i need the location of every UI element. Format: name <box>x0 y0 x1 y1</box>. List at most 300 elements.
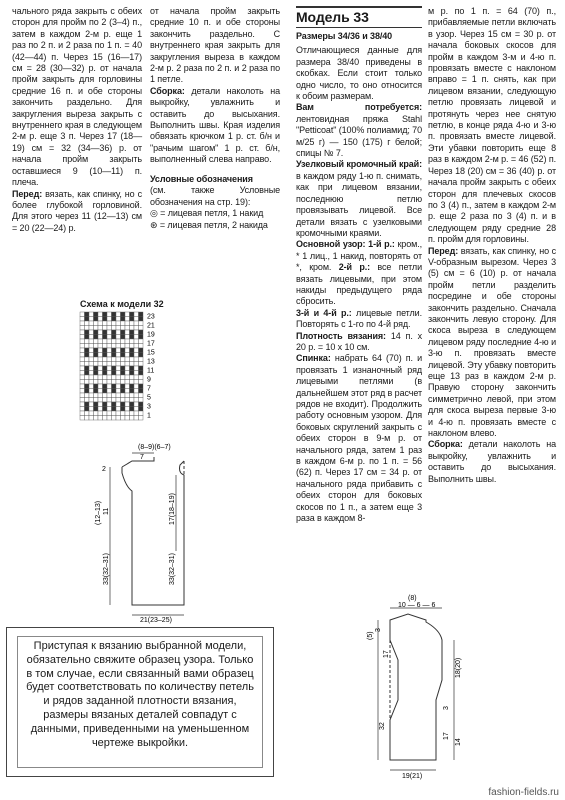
chart-cell <box>125 357 130 362</box>
chart-cell <box>98 344 103 349</box>
chart-cell <box>98 330 103 335</box>
chart-cell <box>80 362 85 367</box>
chart-cell <box>94 344 99 349</box>
chart-cell <box>121 416 126 421</box>
chart-cell <box>116 321 121 326</box>
chart-cell <box>98 317 103 322</box>
chart-cell <box>116 335 121 340</box>
chart-cell <box>94 321 99 326</box>
chart-cell <box>80 317 85 322</box>
chart-cell <box>85 389 90 394</box>
chart-cell <box>107 335 112 340</box>
density-paragraph <box>296 331 422 354</box>
chart-cell <box>116 402 121 407</box>
chart-cell <box>89 407 94 412</box>
chart-cell <box>89 321 94 326</box>
pattern-right-bottom-width: 19(21) <box>402 773 423 780</box>
chart-cell <box>125 407 130 412</box>
chart-cell <box>134 339 139 344</box>
pattern-left-top-dash: 7 <box>140 454 144 461</box>
chart-cell <box>134 411 139 416</box>
chart-cell <box>94 330 99 335</box>
chart-cell <box>121 357 126 362</box>
chart-cell <box>130 380 135 385</box>
chart-cell <box>98 371 103 376</box>
model-title: Модель 33 <box>296 9 369 25</box>
chart-cell <box>94 357 99 362</box>
chart-cell <box>130 330 135 335</box>
chart-cell <box>107 344 112 349</box>
chart-cell <box>139 375 144 380</box>
chart-cell <box>130 344 135 349</box>
text-column-1 <box>12 6 142 234</box>
chart-cell <box>80 339 85 344</box>
chart-cell <box>89 335 94 340</box>
chart-cell <box>85 366 90 371</box>
chart-cell <box>89 344 94 349</box>
front-text-2: вязать, как спинку, но с V-образным вырезом. Через 3 (5) см = 6 (10) р. от начала пройм петли разделить посредине и обе стороны закончить раздельно. Сначала закончить левую сторону. Для скоса выреза в следующем лицевом ряду последние 4-ю и 3-ю п. провязать вместе лицевой. Эту убавку повторить еще 13 раз в каждом 2-м р. Правую сторону закончить симметрично левой, при этом для скоса выреза первые 3-ю и 4-ю п. провязать вместе с наклоном влево. <box>428 245 556 439</box>
legend-text-2: = лицевая петля, 2 накида <box>157 220 268 231</box>
chart-cell <box>85 326 90 331</box>
chart-cell <box>139 348 144 353</box>
chart-row-number: 21 <box>147 322 155 330</box>
pattern-r34-text: лицевые петли. Повторять с 1-го по 4-й ряд. <box>296 307 422 330</box>
chart-cell <box>85 375 90 380</box>
chart-cell <box>112 407 117 412</box>
assembly-label: Сборка: <box>150 85 185 96</box>
chart-cell <box>80 380 85 385</box>
chart-cell <box>125 326 130 331</box>
chart-cell <box>112 402 117 407</box>
chart-cell <box>121 371 126 376</box>
front-paragraph <box>12 189 142 235</box>
chart-cell <box>116 317 121 322</box>
chart-cell <box>80 335 85 340</box>
chart-cell <box>121 375 126 380</box>
chart-cell <box>116 353 121 358</box>
text-column-2 <box>150 6 280 233</box>
chart-cell <box>125 339 130 344</box>
chart-cell <box>80 411 85 416</box>
pattern-right-right-lower: 14 <box>455 738 462 746</box>
chart-cell <box>107 411 112 416</box>
chart-cell <box>139 353 144 358</box>
chart-cell <box>112 398 117 403</box>
chart-cell <box>121 335 126 340</box>
chart-cell <box>130 398 135 403</box>
pattern-left-side-dim: 33(32–31) <box>169 553 176 585</box>
chart-cell <box>107 380 112 385</box>
back-label: Спинка: <box>296 353 331 364</box>
chart-cell <box>134 375 139 380</box>
chart-cell <box>80 312 85 317</box>
chart-cell <box>107 416 112 421</box>
chart-cell <box>98 416 103 421</box>
chart-cell <box>107 371 112 376</box>
chart-cell <box>103 380 108 385</box>
chart-cell <box>112 375 117 380</box>
chart-cell <box>125 393 130 398</box>
chart-cell <box>94 380 99 385</box>
chart-cell <box>121 317 126 322</box>
chart-cell <box>139 407 144 412</box>
chart-cell <box>98 321 103 326</box>
model-heading-bar <box>296 6 422 28</box>
materials-text: лентовидная пряжа Stahl "Petticoat" (100% полиамид; 70 м/25 г) — 150 (175) г белой; спицы № 7. <box>296 113 422 159</box>
chart-cell <box>139 411 144 416</box>
chart-cell <box>130 326 135 331</box>
chart-cell <box>125 353 130 358</box>
chart-cell <box>125 312 130 317</box>
chart-cell <box>98 402 103 407</box>
chart-cell <box>139 326 144 331</box>
chart-cell <box>80 384 85 389</box>
chart-cell <box>112 326 117 331</box>
density-label: Плотность вязания: <box>296 330 386 341</box>
chart-cell <box>98 335 103 340</box>
chart-cell <box>94 362 99 367</box>
chart-cell <box>103 416 108 421</box>
chart-cell <box>103 398 108 403</box>
chart-cell <box>89 353 94 358</box>
chart-cell <box>125 416 130 421</box>
chart-cell <box>94 375 99 380</box>
chart-row-number: 9 <box>147 376 151 384</box>
density-text: 14 п. х 20 р. = 10 х 10 см. <box>296 330 423 352</box>
chart-cell <box>139 330 144 335</box>
chart-cell <box>103 348 108 353</box>
chart-cell <box>94 389 99 394</box>
chart-cell <box>94 416 99 421</box>
legend-item-1 <box>150 208 280 220</box>
chart-cell <box>107 353 112 358</box>
chart-cell <box>134 348 139 353</box>
chart-cell <box>107 402 112 407</box>
chart-cell <box>103 339 108 344</box>
chart-cell <box>139 384 144 389</box>
chart-cell <box>80 393 85 398</box>
front-text: вязать, как спинку, но с более глубокой горловиной. Для этого через 11 (12—13) см = 20 (22—24) р. <box>12 188 142 233</box>
chart-cell <box>80 398 85 403</box>
pattern-right-top-dims: 10 — 6 — 6 <box>398 602 436 609</box>
chart-cell <box>107 366 112 371</box>
back-continuation-text-2: м р. по 1 п. = 64 (70) п., прибавляемые петли включать в узор. Через 15 см = 30 р. от начала боковых скосов для пройм в каждом 3-м и 4-ю п. провязать вместе с наклоном вправо = 1 п. снять, как при лицевом вязании, следующую петлю провязать лицевой и протянуть через нее снятую петлю, в конце ряда 4-ю и 3-ю п. провязать вместе лицевой. Эти убавки повторить еще 8 раз в каждом 2-м р. = 46 (52) п. Через 18 (20) см = 36 (40) р. от начала пройм закрыть с обеих сторон для плечевых скосов по 3 (4) п., затем в каждом 2-м р. еще 2 раза по 3 (4) п. и в следующем ряду средние 28 п. пройм для горловины. <box>428 6 556 245</box>
chart-cell <box>98 348 103 353</box>
chart-cell <box>107 348 112 353</box>
chart-cell <box>112 321 117 326</box>
chart-cell <box>85 384 90 389</box>
chart-cell <box>80 366 85 371</box>
chart-cell <box>103 321 108 326</box>
chart-row-number: 5 <box>147 394 151 402</box>
chart-cell <box>98 384 103 389</box>
chart-cell <box>103 335 108 340</box>
chart-cell <box>116 339 121 344</box>
front-paragraph-2 <box>428 246 556 440</box>
chart-cell <box>85 353 90 358</box>
chart-cell <box>98 393 103 398</box>
chart-cell <box>112 348 117 353</box>
chart-row-number: 23 <box>147 313 155 321</box>
chart-cell <box>112 380 117 385</box>
pattern-r1-text: кром., * 1 лиц., 1 накид, повторять от *, кром. <box>296 239 423 273</box>
chart-cell <box>89 398 94 403</box>
chart-cell <box>94 348 99 353</box>
model-sizes: Размеры 34/36 и 38/40 <box>296 31 393 41</box>
chart-cell <box>116 375 121 380</box>
chart-cell <box>89 330 94 335</box>
chart-cell <box>107 407 112 412</box>
pattern-right-outline <box>390 614 442 760</box>
chart-cell <box>116 348 121 353</box>
chart-cell <box>85 312 90 317</box>
chart-cell <box>139 402 144 407</box>
chart-cell <box>85 335 90 340</box>
chart-cell <box>112 353 117 358</box>
chart-cell <box>139 344 144 349</box>
pattern-right-left-17: 17 <box>383 650 390 658</box>
chart-cell <box>107 312 112 317</box>
chart-cell <box>89 312 94 317</box>
text-column-4 <box>428 6 556 485</box>
legend-ref: (см. также Условные обозначения на стр. 19): <box>150 185 280 207</box>
chart-cell <box>94 326 99 331</box>
chart-cell <box>125 380 130 385</box>
chart-row-number: 17 <box>147 340 155 348</box>
chart-cell <box>103 353 108 358</box>
chart-row-number: 13 <box>147 358 155 366</box>
chart-cell <box>121 344 126 349</box>
chart-cell <box>85 321 90 326</box>
notice-box <box>6 627 274 777</box>
chart-cell <box>89 348 94 353</box>
chart-cell <box>107 330 112 335</box>
chart-cell <box>130 362 135 367</box>
chart-cell <box>121 326 126 331</box>
chart-cell <box>85 339 90 344</box>
chart-cell <box>112 416 117 421</box>
chart-cell <box>94 411 99 416</box>
legend-item-2 <box>150 220 280 232</box>
chart-cell <box>80 330 85 335</box>
pattern-right-right-3: 3 <box>443 706 450 710</box>
chart-cell <box>85 398 90 403</box>
chart-cell <box>130 357 135 362</box>
legend-text-1: = лицевая петля, 1 накид <box>157 207 264 218</box>
chart-cell <box>80 416 85 421</box>
chart-cell <box>121 348 126 353</box>
chart-cell <box>103 375 108 380</box>
chart-cell <box>121 366 126 371</box>
chart-cell <box>116 357 121 362</box>
chart-cell <box>94 384 99 389</box>
chart-cell <box>89 362 94 367</box>
chart-cell <box>85 362 90 367</box>
chart-cell <box>116 326 121 331</box>
chart-row-number: 7 <box>147 385 151 393</box>
chart-cell <box>89 380 94 385</box>
chart-cell <box>112 339 117 344</box>
chart-cell <box>134 335 139 340</box>
chart-cell <box>94 312 99 317</box>
chart-cell <box>107 321 112 326</box>
chart-cell <box>94 402 99 407</box>
chart-cell <box>139 321 144 326</box>
legend-heading <box>150 174 280 185</box>
chart-cell <box>116 330 121 335</box>
chart-cell <box>139 371 144 376</box>
chart-cell <box>85 344 90 349</box>
knitting-chart <box>78 310 218 422</box>
pattern-left-armhole-dim: 17(18–19) <box>169 493 176 525</box>
watermark: fashion-fields.ru <box>488 787 559 798</box>
pattern-left-neck-dim: (12–13) <box>95 500 102 525</box>
chart-cell <box>130 375 135 380</box>
chart-cell <box>98 398 103 403</box>
chart-cell <box>125 348 130 353</box>
pattern-right-top-small: (8) <box>408 595 417 602</box>
chart-cell <box>134 402 139 407</box>
chart-cell <box>121 402 126 407</box>
chart-cell <box>94 339 99 344</box>
chart-cell <box>80 348 85 353</box>
pattern-right-right-upper: 18(20) <box>455 657 462 678</box>
chart-cell <box>139 339 144 344</box>
chart-cell <box>130 393 135 398</box>
chart-cell <box>85 380 90 385</box>
chart-row-number: 15 <box>147 349 155 357</box>
chart-cell <box>85 416 90 421</box>
pattern-right-left-32: 32 <box>379 722 386 730</box>
chart-cell <box>89 393 94 398</box>
chart-cell <box>130 389 135 394</box>
chart-cell <box>103 393 108 398</box>
chart-cell <box>107 393 112 398</box>
chart-cell <box>89 357 94 362</box>
chart-cell <box>134 326 139 331</box>
chart-cell <box>125 402 130 407</box>
chart-cell <box>103 411 108 416</box>
chart-cell <box>139 335 144 340</box>
chart-cell <box>130 416 135 421</box>
chart-cell <box>85 357 90 362</box>
pattern-right-left-5: (5) <box>367 631 374 640</box>
chart-cell <box>80 371 85 376</box>
chart-cell <box>80 357 85 362</box>
back-continuation-text: чального ряда закрыть с обеих сторон для пройм по 2 (3–4) п., затем в каждом 2-м р. еще 1 раз по 2 п. и 2 раза по 1 п. = 40 (42—44) п. Через 15 (16—17) см = 28 (30—32) р. от начала пройм закрыть для горловины средние 16 п. и обе стороны закончить раздельно. Для закругления выреза закрыть с внутреннего края в следующем 2-м р. еще 3 п. Через 17 (18—19) см = 32 (34—36) р. от начала пройм закрыть оставшиеся 9 (10—11) п. плеча. <box>12 6 142 188</box>
chart-cell <box>139 416 144 421</box>
front-label: Перед: <box>12 188 43 199</box>
chart-cell <box>94 407 99 412</box>
chart-cell <box>116 380 121 385</box>
chart-cell <box>112 389 117 394</box>
chart-cell <box>107 326 112 331</box>
chart-cell <box>112 335 117 340</box>
chart-cell <box>125 375 130 380</box>
chart-cell <box>112 357 117 362</box>
chart-cell <box>134 317 139 322</box>
chart-cell <box>130 317 135 322</box>
chart-cell <box>107 375 112 380</box>
chart-cell <box>112 371 117 376</box>
chart-cell <box>80 407 85 412</box>
chart-cell <box>98 339 103 344</box>
chart-cell <box>103 362 108 367</box>
chart-cell <box>103 317 108 322</box>
chart-cell <box>116 393 121 398</box>
chart-cell <box>112 317 117 322</box>
chart-cell <box>116 398 121 403</box>
chart-cell <box>98 326 103 331</box>
chart-cell <box>134 321 139 326</box>
assembly-paragraph-2 <box>428 439 556 485</box>
edge-paragraph <box>296 159 422 239</box>
chart-cell <box>121 321 126 326</box>
chart-cell <box>134 353 139 358</box>
pattern-left-top-left-dim: 2 <box>102 466 106 473</box>
pattern-left-top-width: (8–9)(6–7) <box>138 444 171 451</box>
pattern-label: Основной узор: <box>296 239 366 250</box>
chart-cell <box>125 384 130 389</box>
chart-cell <box>85 330 90 335</box>
chart-cell <box>98 357 103 362</box>
assembly-text: детали наколоть на выкройку, увлажнить и оставить до высыхания. Выполнить швы. Края изделия обвязать крючком 1 р. ст. б/н и "рачьим шагом" 1 р. ст. б/н, выполненный слева направо. <box>150 85 280 165</box>
chart-cell <box>107 357 112 362</box>
chart-cell <box>98 312 103 317</box>
chart-cell <box>116 416 121 421</box>
chart-cell <box>134 357 139 362</box>
pattern-drawing-model-33 <box>367 595 468 780</box>
chart-cell <box>134 371 139 376</box>
chart-cell <box>134 344 139 349</box>
chart-cell <box>125 366 130 371</box>
chart-cell <box>116 362 121 367</box>
pattern-r1-label: 1-й р.: <box>365 239 395 250</box>
chart-cell <box>125 317 130 322</box>
chart-cell <box>116 384 121 389</box>
chart-cell <box>89 339 94 344</box>
chart-cell <box>112 411 117 416</box>
chart-cell <box>134 330 139 335</box>
chart-cell <box>121 411 126 416</box>
materials-label: Вам потребуется: <box>296 102 422 113</box>
chart-cell <box>121 312 126 317</box>
chart-cell <box>103 371 108 376</box>
chart-cell <box>112 393 117 398</box>
chart-cell <box>89 317 94 322</box>
chart-cell <box>139 312 144 317</box>
edge-label: Узелковый кромочный край: <box>296 159 422 170</box>
chart-cell <box>134 416 139 421</box>
chart-cell <box>98 389 103 394</box>
chart-cell <box>116 312 121 317</box>
chart-cell <box>107 362 112 367</box>
chart-cell <box>134 393 139 398</box>
chart-cell <box>94 366 99 371</box>
chart-cell <box>130 348 135 353</box>
legend-title: Условные обозначения <box>150 173 253 184</box>
chart-cell <box>134 407 139 412</box>
chart-cell <box>139 389 144 394</box>
chart-cell <box>107 398 112 403</box>
chart-cell <box>130 353 135 358</box>
chart-cell <box>121 353 126 358</box>
notice-text: Приступая к вязанию выбранной модели, обязательно свяжите образец узора. Только в том случае, если связанный вами образец будет соответствовать по количеству петель и рядов заданной плотности вязания, размеры вязаных деталей совпадут с данными, приведенными на уменьшенном чертеже выкройки. <box>26 640 254 749</box>
chart-cell <box>116 389 121 394</box>
chart-cell <box>134 366 139 371</box>
chart-cell <box>121 330 126 335</box>
back-text: набрать 64 (70) п. и провязать 1 изнаночный ряд лицевыми петлями (в дальнейшем этот ряд в расчет рядов не входит). Продолжить работу основным узором. Для боковых скруглений закрыть с обеих сторон в 9-м р. от начального ряда, затем 1 раз в каждом 6-м р. по 1 п. = 56 (62) п. Через 17 см = 34 р. от начального ряда прибавить с обеих сторон для боковых скосов по 1 п., а затем еще 3 раза в каждом 8- <box>296 353 422 524</box>
